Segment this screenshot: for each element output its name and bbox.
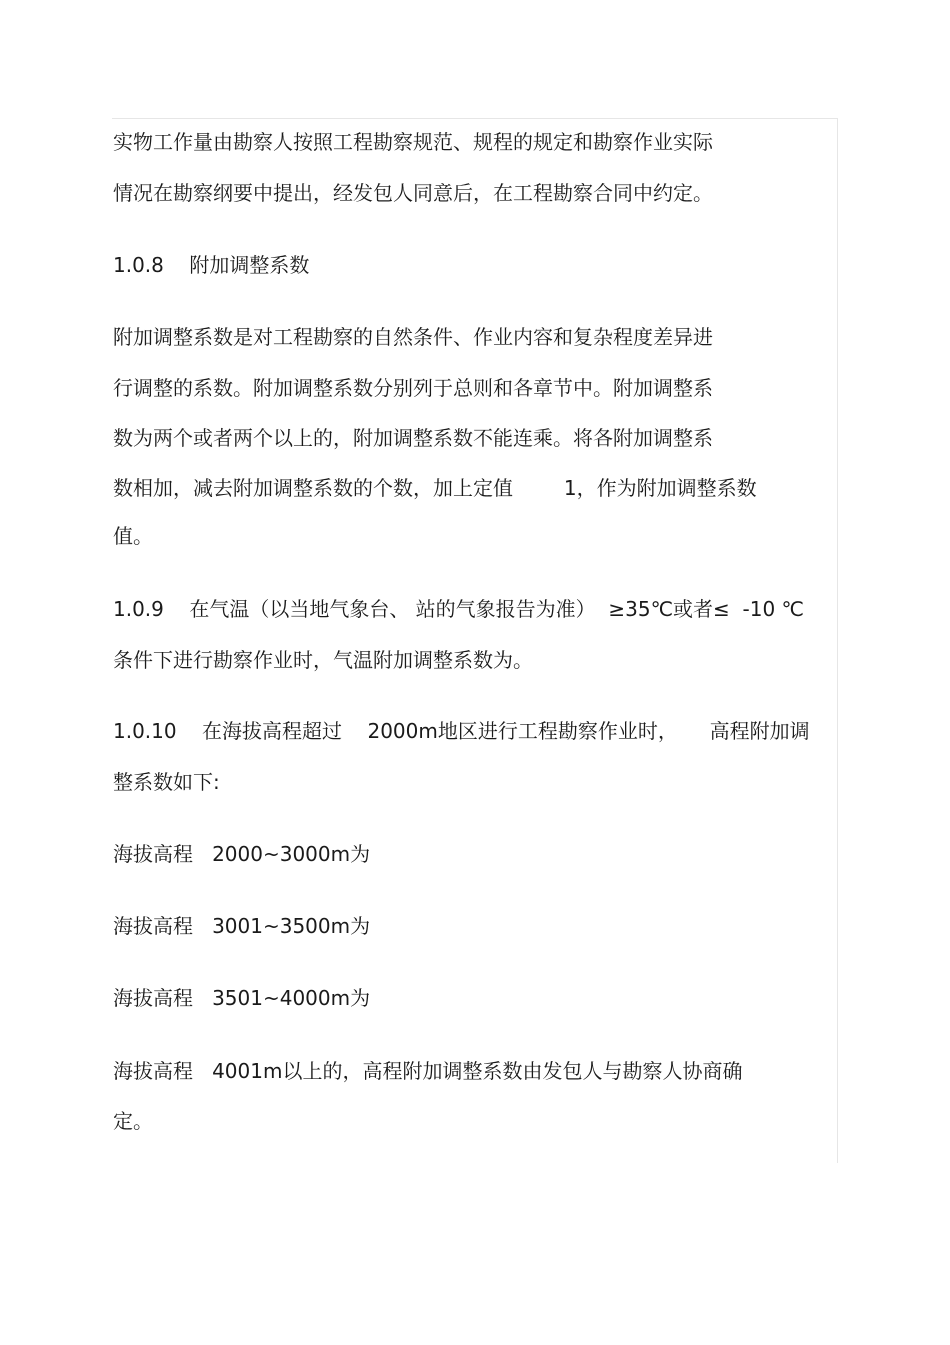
- text-line: 情况在勘察纲要中提出，经发包人同意后，在工程勘察合同中约定。: [113, 181, 713, 205]
- text-line: 数为两个或者两个以上的，附加调整系数不能连乘。将各附加调整系: [113, 426, 713, 450]
- text-line: 实物工作量由勘察人按照工程勘察规范、规程的规定和勘察作业实际: [113, 130, 713, 154]
- text-line: 定。: [113, 1109, 153, 1133]
- altitude-item: 海拔高程 4001m以上的，高程附加调整系数由发包人与勘察人协商确: [113, 1059, 743, 1083]
- text-line: 行调整的系数。附加调整系数分别列于总则和各章节中。附加调整系: [113, 376, 713, 400]
- section-heading-1-0-10: 1.0.10 在海拔高程超过 2000m地区进行工程勘察作业时， 高程附加调: [113, 719, 810, 743]
- text-line: 值。: [113, 524, 153, 548]
- text-line: 附加调整系数是对工程勘察的自然条件、作业内容和复杂程度差异进: [113, 325, 713, 349]
- altitude-item: 海拔高程 2000~3000m为: [113, 842, 371, 866]
- text-line: 数相加，减去附加调整系数的个数，加上定值 1，作为附加调整系数: [113, 476, 757, 500]
- page-frame-top-border: [112, 118, 838, 119]
- section-heading-1-0-9: 1.0.9 在气温（以当地气象台、 站的气象报告为准） ≥35℃或者≤ -10 ℃: [113, 597, 805, 621]
- altitude-item: 海拔高程 3001~3500m为: [113, 914, 371, 938]
- text-line: 整系数如下:: [113, 770, 220, 794]
- altitude-item: 海拔高程 3501~4000m为: [113, 986, 371, 1010]
- section-heading-1-0-8: 1.0.8 附加调整系数: [113, 253, 310, 277]
- text-line: 条件下进行勘察作业时，气温附加调整系数为。: [113, 648, 533, 672]
- page-frame-right-border: [837, 118, 838, 1163]
